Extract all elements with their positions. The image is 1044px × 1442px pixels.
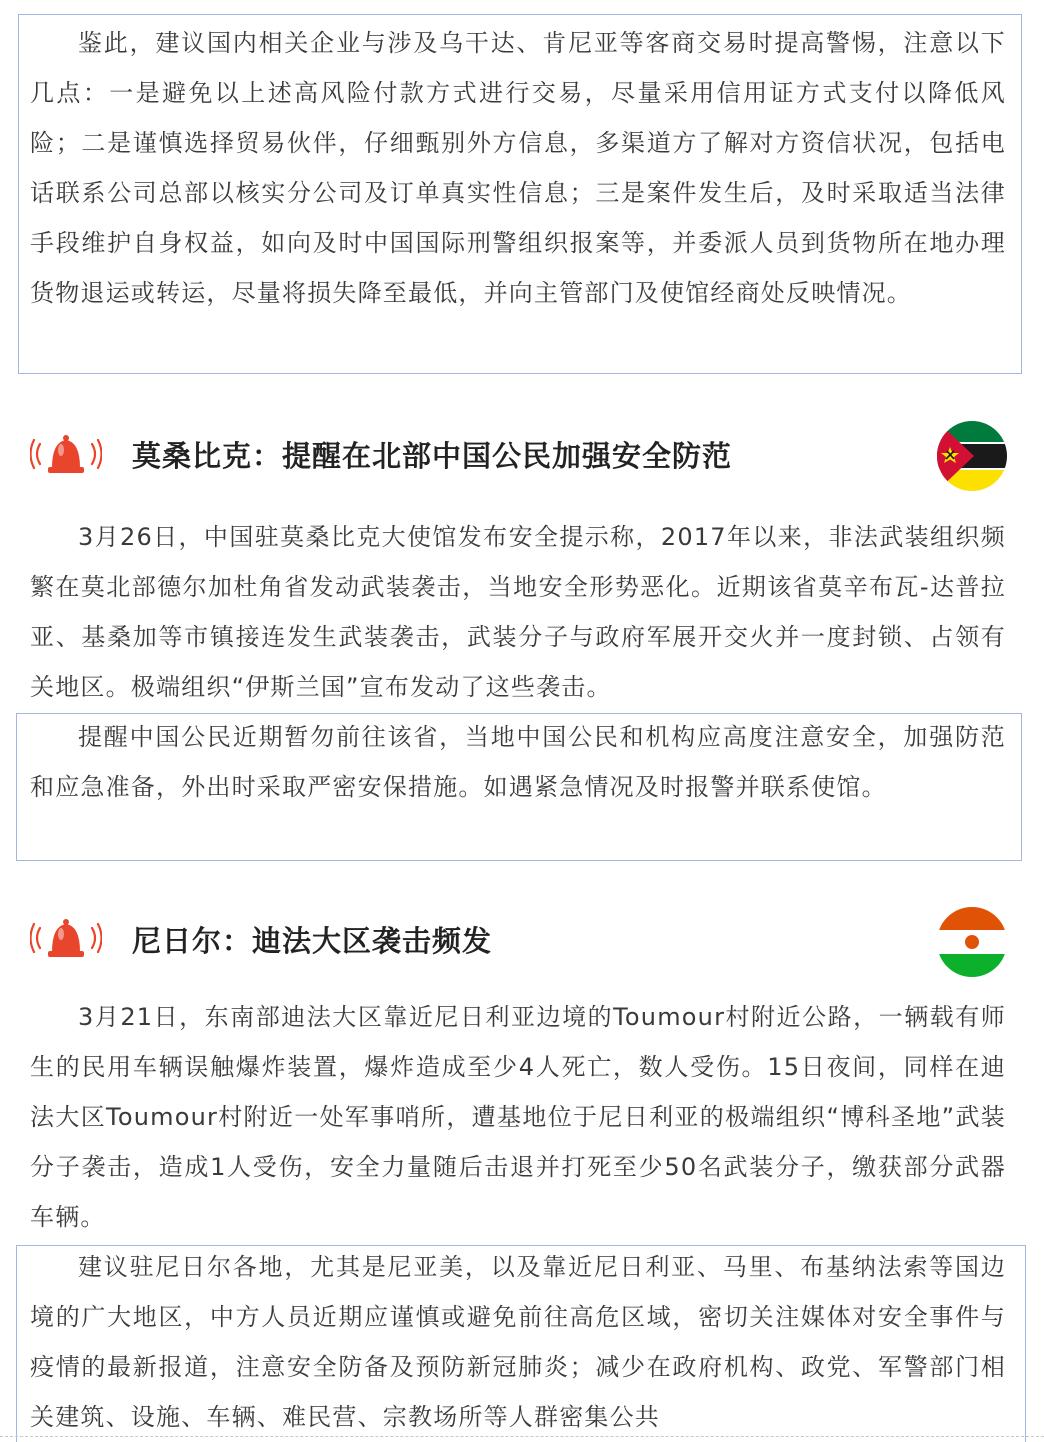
niger-flag-icon (936, 906, 1008, 978)
niger-paragraph-2: 建议驻尼日尔各地，尤其是尼亚美，以及靠近尼日利亚、马里、布基纳法索等国边境的广大地区，中方人员近期应谨慎或避免前往高危区域，密切关注媒体对安全事件与疫情的最新报道，注意安全防备及预防新冠肺炎；减少在政府机构、政党、军警部门相关建筑、设施、车辆、难民营、宗教场所等人群密集公共 (30, 1253, 1006, 1431)
mozambique-paragraph-2: 提醒中国公民近期暂勿前往该省，当地中国公民和机构应高度注意安全，加强防范和应急准备，外出时采取严密安保措施。如遇紧急情况及时报警并联系使馆。 (30, 723, 1006, 801)
section-title-niger: 尼日尔：迪法大区袭击频发 (132, 924, 493, 958)
niger-paragraph-1: 3月21日，东南部迪法大区靠近尼日利亚边境的Toumour村附近公路，一辆载有师生的民用车辆误触爆炸装置，爆炸造成至少4人死亡，数人受伤。15日夜间，同样在迪法大区Toumour村附近一处军事哨所，遭基地位于尼日利亚的极端组织“博科圣地”武装分子袭击，造成1人受伤，安全力量随后击退并打死至少50名武装分子，缴获部分武器车辆。 (30, 1003, 1006, 1231)
alarm-bell-icon (30, 916, 102, 964)
mozambique-flag-icon (936, 420, 1008, 492)
mozambique-paragraph-1: 3月26日，中国驻莫桑比克大使馆发布安全提示称，2017年以来，非法武装组织频繁在莫北部德尔加杜角省发动武装袭击，当地安全形势恶化。近期该省莫辛布瓦-达普拉亚、基桑加等市镇接连发生武装袭击，武装分子与政府军展开交火并一度封锁、占领有关地区。极端组织“伊斯兰国”宣布发动了这些袭击。 (30, 523, 1006, 701)
alarm-bell-icon (30, 432, 102, 480)
page-bottom-divider (0, 1436, 1044, 1437)
section-title-mozambique: 莫桑比克：提醒在北部中国公民加强安全防范 (132, 439, 733, 473)
advice-paragraph-kenya-uganda: 鉴此，建议国内相关企业与涉及乌干达、肯尼亚等客商交易时提高警惕，注意以下几点：一是避免以上述高风险付款方式进行交易，尽量采用信用证方式支付以降低风险；二是谨慎选择贸易伙伴，仔细甄别外方信息，多渠道方了解对方资信状况，包括电话联系公司总部以核实分公司及订单真实性信息；三是案件发生后，及时采取适当法律手段维护自身权益，如向及时中国国际刑警组织报案等，并委派人员到货物所在地办理货物退运或转运，尽量将损失降至最低，并向主管部门及使馆经商处反映情况。 (30, 29, 1006, 307)
